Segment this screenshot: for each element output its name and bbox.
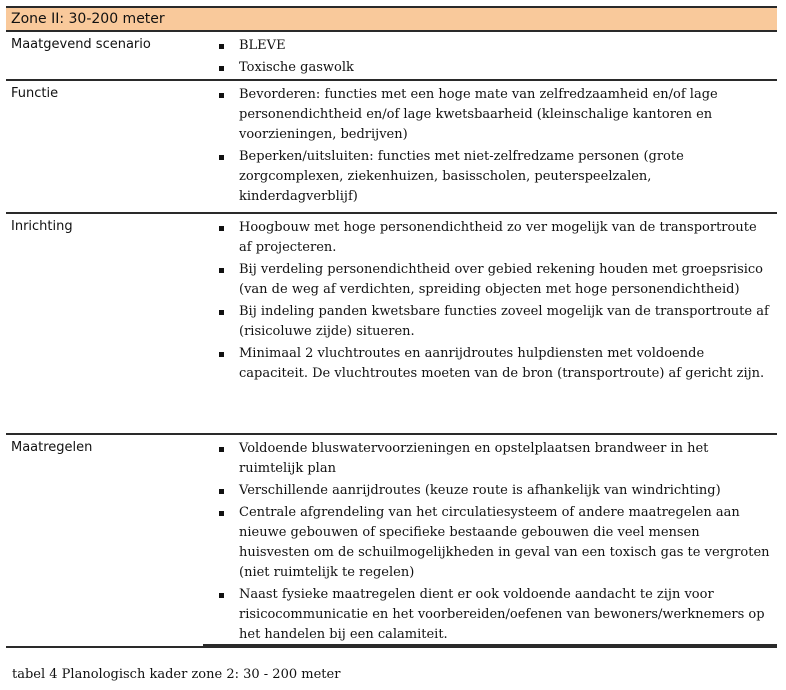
bullet-icon <box>219 66 224 71</box>
table-row-functie <box>6 81 777 214</box>
row-label: Functie <box>11 86 59 101</box>
row-content <box>203 32 777 81</box>
bullet-icon <box>219 93 224 98</box>
row-label: Maatgevend scenario <box>11 37 151 52</box>
row-content <box>203 214 777 435</box>
bullet-list <box>203 218 771 384</box>
row-content <box>203 81 777 214</box>
list-item: Naast fysieke maatregelen dient er ook voldoende aandacht te zijn voor risicocommunicatie en het voorbereiden/oefenen van bewoners/werknemers op het handelen bij een calamiteit. <box>203 585 771 645</box>
bullet-icon <box>219 226 224 231</box>
bullet-list <box>203 85 771 207</box>
table-title: Zone II: 30-200 meter <box>11 11 165 27</box>
bullet-icon <box>219 155 224 160</box>
row-content <box>203 435 777 646</box>
list-item: Bij verdeling personendichtheid over gebied rekening houden met groepsrisico (van de weg af verdichten, spreiding objecten met hoge personendichtheid) <box>203 260 771 300</box>
list-item: Voldoende bluswatervoorzieningen en opstelplaatsen brandweer in het ruimtelijk plan <box>203 439 771 479</box>
row-label: Maatregelen <box>11 440 93 455</box>
table-row-maatgevend-scenario <box>6 32 777 81</box>
bullet-list <box>203 36 771 78</box>
zone-table <box>6 6 777 648</box>
list-item: Beperken/uitsluiten: functies met niet-zelfredzame personen (grote zorgcomplexen, ziekenhuizen, basisscholen, peuterspeelzalen, kinderdagverblijf) <box>203 147 771 207</box>
table-row-inrichting <box>6 214 777 435</box>
bullet-icon <box>219 447 224 452</box>
list-item: Bij indeling panden kwetsbare functies zoveel mogelijk van de transportroute af (risicoluwe zijde) situeren. <box>203 302 771 342</box>
list-item: Verschillende aanrijdroutes (keuze route is afhankelijk van windrichting) <box>203 481 771 501</box>
table-caption: tabel 4 Planologisch kader zone 2: 30 - 200 meter <box>12 667 341 682</box>
bullet-icon <box>219 511 224 516</box>
bullet-icon <box>219 593 224 598</box>
list-item: Centrale afgrendeling van het circulatiesysteem of andere maatregelen aan nieuwe gebouwen of specifieke bestaande gebouwen die veel mensen huisvesten om de schuilmogelijkheden in geval van een toxisch gas te vergroten (niet ruimtelijk te regelen) <box>203 503 771 583</box>
bullet-icon <box>219 268 224 273</box>
table-row-maatregelen <box>6 435 777 648</box>
bullet-list <box>203 439 771 645</box>
list-item: Toxische gaswolk <box>203 58 771 78</box>
table-header <box>6 6 777 32</box>
row-label: Inrichting <box>11 219 73 234</box>
list-item: BLEVE <box>203 36 771 56</box>
list-item: Bevorderen: functies met een hoge mate van zelfredzaamheid en/of lage personendichtheid en/of lage kwetsbaarheid (kleinschalige kantoren en voorzieningen, bedrijven) <box>203 85 771 145</box>
bullet-icon <box>219 44 224 49</box>
bullet-icon <box>219 489 224 494</box>
list-item: Hoogbouw met hoge personendichtheid zo ver mogelijk van de transportroute af projecteren. <box>203 218 771 258</box>
list-item: Minimaal 2 vluchtroutes en aanrijdroutes hulpdiensten met voldoende capaciteit. De vluchtroutes moeten van de bron (transportroute) af gericht zijn. <box>203 344 771 384</box>
bullet-icon <box>219 310 224 315</box>
bullet-icon <box>219 352 224 357</box>
